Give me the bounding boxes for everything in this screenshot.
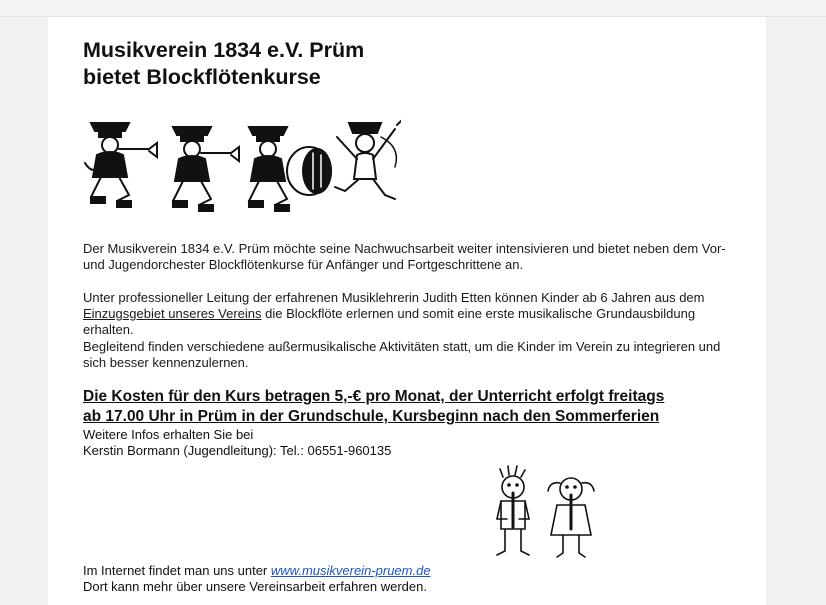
document-page <box>48 17 766 605</box>
website-info-line-2: Dort kann mehr über unsere Vereinsarbeit erfahren werden. <box>83 579 427 594</box>
intro-paragraph: Der Musikverein 1834 e.V. Prüm möchte seine Nachwuchsarbeit weiter intensivieren und bietet neben dem Vor- und Jugendorchester Blockflötenkurse für Anfänger und Fortgeschrittene an. <box>83 241 726 273</box>
course-cost-notice <box>83 387 743 427</box>
cost-line-1: Die Kosten für den Kurs betragen 5,-€ pro Monat, der Unterricht erfolgt freitags <box>83 388 665 405</box>
activities-paragraph: Begleitend finden verschiedene außermusikalische Aktivitäten statt, um die Kinder im Verein zu integrieren und sich besser kennenzulernen. <box>83 338 721 370</box>
website-text: Im Internet findet man uns unter <box>83 563 271 578</box>
website-info <box>83 563 431 595</box>
marching-band-illustration <box>81 113 401 215</box>
lessons-text-end: die Blockflöte erlernen und somit eine erste musikalische Grundausbildung erhalten. <box>83 306 696 338</box>
viewer-top-bar <box>0 0 826 17</box>
contact-line-2: Kerstin Bormann (Jugendleitung): Tel.: 06551-960135 <box>83 443 392 458</box>
children-recorder-illustration <box>483 465 613 565</box>
title-line-2: bietet Blockflötenkurse <box>83 65 321 89</box>
document-title <box>83 37 364 91</box>
cost-line-2: ab 17.00 Uhr in Prüm in der Grundschule, Kursbeginn nach den Sommerferien <box>83 408 660 425</box>
lessons-text-start: Unter professioneller Leitung der erfahrenen Musiklehrerin Judith Etten können Kinder ab 6 Jahren aus dem <box>83 290 705 305</box>
website-link[interactable]: www.musikverein-pruem.de <box>270 563 431 578</box>
lessons-paragraph <box>83 290 733 371</box>
contact-info <box>83 427 391 459</box>
title-line-1: Musikverein 1834 e.V. Prüm <box>83 38 365 62</box>
contact-line-1: Weitere Infos erhalten Sie bei <box>83 427 254 442</box>
catchment-area-underlined: Einzugsgebiet unseres Vereins <box>83 306 262 322</box>
